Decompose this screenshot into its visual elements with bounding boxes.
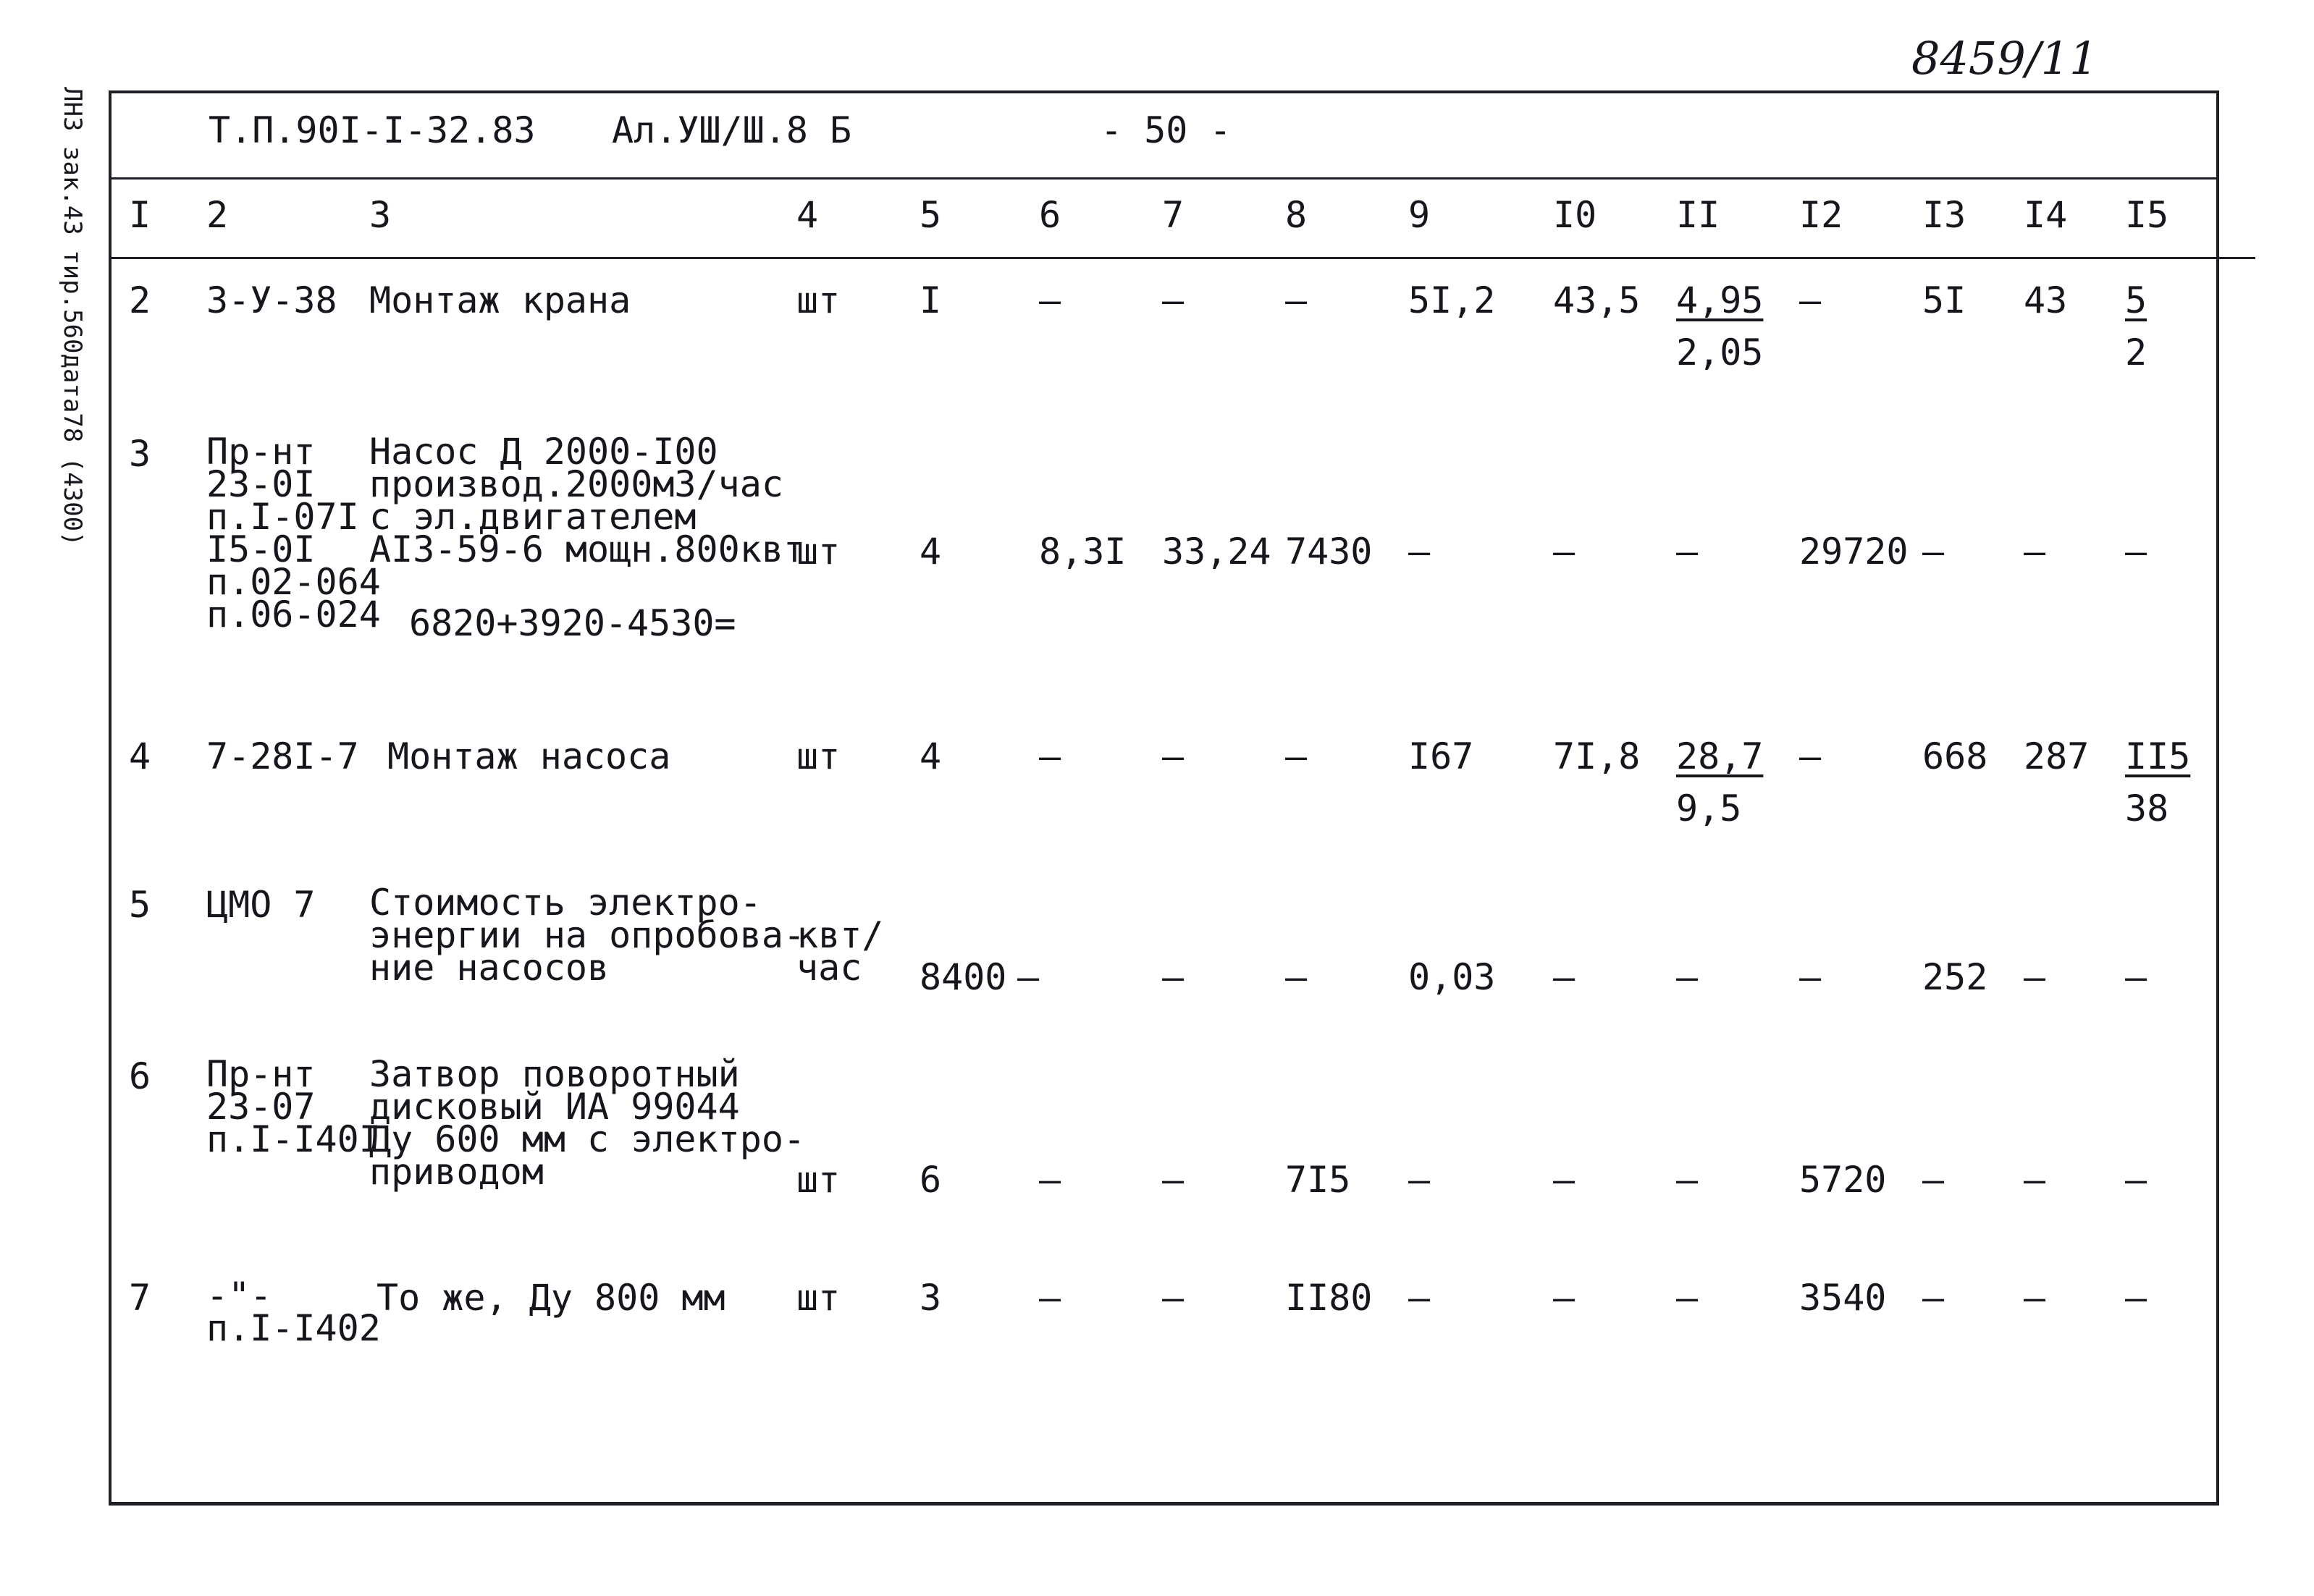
row-unit: шт <box>796 279 841 321</box>
row-c14: – <box>2024 531 2046 573</box>
row-unit: шт <box>796 1277 841 1319</box>
row-name: То же, Ду 800 мм <box>376 1277 725 1319</box>
row-c5: 6 <box>920 1159 942 1201</box>
row-c5: 8400 <box>920 956 1007 998</box>
row-c13: 5І <box>1922 279 1966 321</box>
col-header-9: 9 <box>1408 194 1431 236</box>
row-c5: 4 <box>920 531 942 573</box>
row-c6: – <box>1017 956 1040 998</box>
row-c10: – <box>1553 531 1575 573</box>
row-c9: – <box>1408 1159 1431 1201</box>
row-c15: – <box>2125 1159 2147 1201</box>
col-header-8: 8 <box>1285 194 1308 236</box>
header-rule <box>109 177 2219 180</box>
col-header-10: І0 <box>1553 194 1597 236</box>
col-header-14: І4 <box>2024 194 2068 236</box>
row-code: -"- п.І-І402 <box>206 1275 381 1349</box>
row-name: Стоимость электро- энергии на опробова- ние насосов <box>369 882 806 989</box>
handwritten-archive-number: 8459/11 <box>1911 32 2098 85</box>
row-c12: – <box>1799 956 1822 998</box>
album-reference: Ал.УШ/Ш.8 Б <box>612 109 852 151</box>
row-c10: – <box>1553 1277 1575 1319</box>
col-header-6: 6 <box>1039 194 1061 236</box>
row-c15-numerator: 5 <box>2125 279 2147 321</box>
row-c13: – <box>1922 531 1945 573</box>
row-c13: – <box>1922 1159 1945 1201</box>
col-header-5: 5 <box>920 194 942 236</box>
row-c11-denominator: 2,05 <box>1676 332 1764 373</box>
row-c13: 252 <box>1922 956 1988 998</box>
row-unit: шт <box>796 531 841 573</box>
row-c9: – <box>1408 1277 1431 1319</box>
row-number: 5 <box>129 884 151 926</box>
row-unit: шт <box>796 1159 841 1201</box>
row-c5: І <box>920 279 942 321</box>
row-c15: – <box>2125 1277 2147 1319</box>
row-code: 7-28І-7 <box>206 735 359 777</box>
row-c9: 5І,2 <box>1408 279 1496 321</box>
row-c14: 43 <box>2024 279 2068 321</box>
row-number: 3 <box>129 433 151 475</box>
row-c8: – <box>1285 956 1308 998</box>
row-unit: квт/ час <box>796 914 884 989</box>
row-c9: 0,03 <box>1408 956 1496 998</box>
row-code: ЦМО 7 <box>206 884 316 926</box>
row-c12: 29720 <box>1799 531 1909 573</box>
row-c13: – <box>1922 1277 1945 1319</box>
row-c6: 8,3І <box>1039 531 1127 573</box>
row-code: 3-У-38 <box>206 279 337 321</box>
row-c13: 668 <box>1922 735 1988 777</box>
row-c11: – <box>1676 1277 1699 1319</box>
col-header-1: І <box>129 194 151 236</box>
col-header-12: І2 <box>1799 194 1843 236</box>
row-c7: – <box>1162 1277 1185 1319</box>
row-c7: 33,24 <box>1162 531 1271 573</box>
row-c7: – <box>1162 956 1185 998</box>
row-c12: 5720 <box>1799 1159 1887 1201</box>
margin-print-note: ЛНЗ зак.43 тир.560дата78 (4300) <box>58 87 87 546</box>
row-name: Монтаж крана <box>369 279 631 321</box>
row-c14: – <box>2024 1159 2046 1201</box>
col-header-7: 7 <box>1162 194 1185 236</box>
row-formula: 6820+3920-4530= <box>409 602 736 644</box>
project-code: Т.П.90І-І-32.83 <box>209 109 536 151</box>
row-c8: ІІ80 <box>1285 1277 1373 1319</box>
row-c5: 3 <box>920 1277 942 1319</box>
row-c8: – <box>1285 735 1308 777</box>
row-c15: – <box>2125 531 2147 573</box>
row-c7: – <box>1162 279 1185 321</box>
row-name: Монтаж насоса <box>387 735 671 777</box>
row-c11-denominator: 9,5 <box>1676 788 1742 829</box>
row-code: Пр-нт 23-07 п.І-І40І <box>206 1053 381 1160</box>
row-c11: – <box>1676 531 1699 573</box>
row-c6: – <box>1039 279 1061 321</box>
row-c5: 4 <box>920 735 942 777</box>
col-header-13: І3 <box>1922 194 1966 236</box>
row-unit: шт <box>796 735 841 777</box>
row-code: Пр-нт 23-0І п.І-07І І5-0І п.02-064 п.06-024 <box>206 431 381 636</box>
row-c9: І67 <box>1408 735 1474 777</box>
row-c10: – <box>1553 1159 1575 1201</box>
col-header-4: 4 <box>796 194 819 236</box>
row-c11-numerator: 28,7 <box>1676 735 1764 777</box>
row-c11-numerator: 4,95 <box>1676 279 1764 321</box>
row-number: 4 <box>129 735 151 777</box>
row-number: 2 <box>129 279 151 321</box>
row-c7: – <box>1162 1159 1185 1201</box>
col-header-15: І5 <box>2125 194 2169 236</box>
row-c12: – <box>1799 279 1822 321</box>
row-c11: – <box>1676 1159 1699 1201</box>
row-c8: – <box>1285 279 1308 321</box>
row-c10: 7І,8 <box>1553 735 1641 777</box>
row-c9: – <box>1408 531 1431 573</box>
row-c15-denominator: 38 <box>2125 788 2169 829</box>
row-number: 7 <box>129 1277 151 1319</box>
row-c12: 3540 <box>1799 1277 1887 1319</box>
row-c8: 7430 <box>1285 531 1373 573</box>
row-c7: – <box>1162 735 1185 777</box>
row-c15-numerator: ІІ5 <box>2125 735 2191 777</box>
row-c6: – <box>1039 735 1061 777</box>
row-c14: – <box>2024 956 2046 998</box>
row-name: Насос Д 2000-І00 производ.2000м3/час с эл.двигателем АІ3-59-6 мощн.800квт <box>369 431 806 570</box>
row-c11: – <box>1676 956 1699 998</box>
row-c15-denominator: 2 <box>2125 332 2147 373</box>
row-c10: 43,5 <box>1553 279 1641 321</box>
row-c6: – <box>1039 1277 1061 1319</box>
page-number: - 50 - <box>1101 109 1232 151</box>
row-c15: – <box>2125 956 2147 998</box>
row-c14: – <box>2024 1277 2046 1319</box>
row-c10: – <box>1553 956 1575 998</box>
column-header-rule <box>109 257 2255 259</box>
row-name: Затвор поворотный дисковый ИА 99044 Ду 600 мм с электро- приводом <box>369 1053 806 1193</box>
row-c6: – <box>1039 1159 1061 1201</box>
row-c14: 287 <box>2024 735 2090 777</box>
row-c12: – <box>1799 735 1822 777</box>
row-c8: 7І5 <box>1285 1159 1351 1201</box>
col-header-11: ІІ <box>1676 194 1720 236</box>
col-header-3: 3 <box>369 194 392 236</box>
row-number: 6 <box>129 1055 151 1097</box>
col-header-2: 2 <box>206 194 229 236</box>
